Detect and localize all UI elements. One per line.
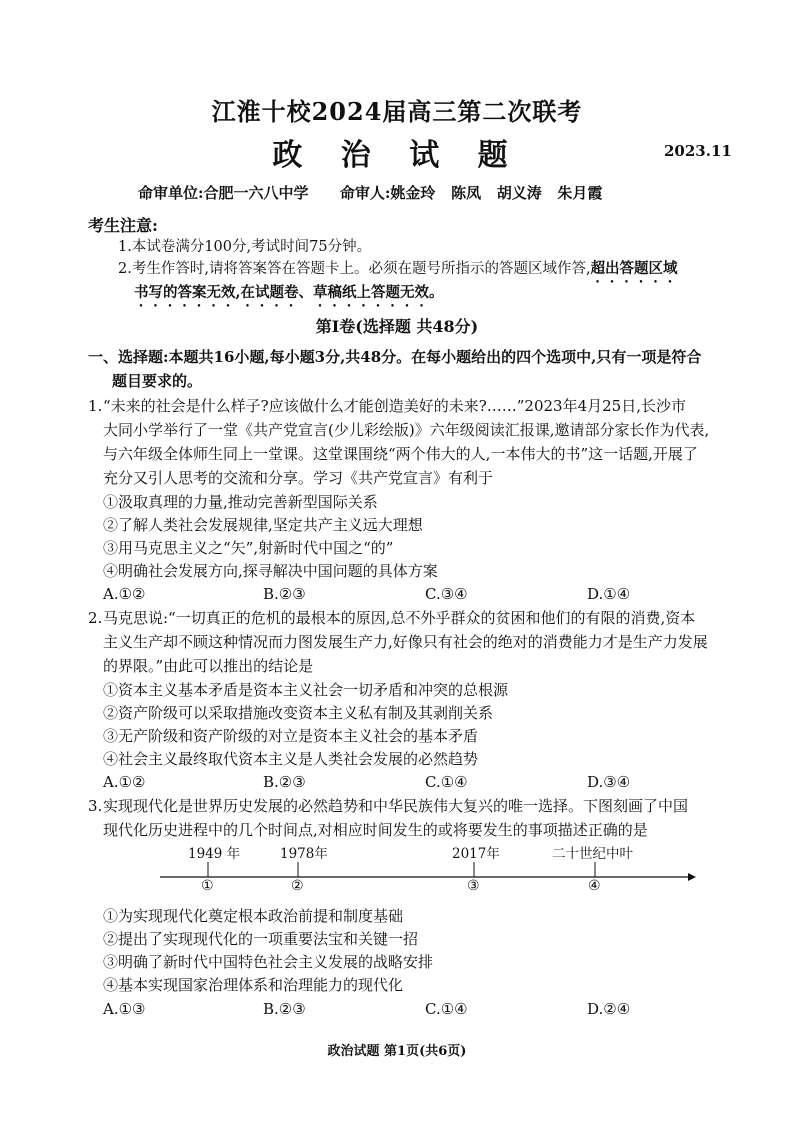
question-2-statement: ④社会主义最终取代资本主义是人类社会发展的必然趋势	[103, 750, 479, 768]
question-3-statement: ④基本实现国家治理体系和治理能力的现代化	[103, 976, 404, 994]
page-footer: 政治试题 第1页(共6页)	[327, 1044, 467, 1059]
answer-a[interactable]: A.①②	[103, 585, 146, 603]
question-1-line: 大同小学举行了一堂《共产党宣言(少儿彩绘版)》六年级阅读汇报课,邀请部分家长作为代表,	[103, 421, 710, 439]
question-2-line: 马克思说:“一切真正的危机的最根本的原因,总不外乎群众的贫困和他们的有限的消费,资本	[103, 609, 696, 627]
subject-title: 政 治 试 题	[272, 138, 522, 173]
authors-line: 命审单位:合肥一六八中学 命审人:姚金玲 陈凤 胡义涛 朱月霞	[138, 184, 603, 202]
question-1-statement: ②了解人类社会发展规律,坚定共产主义远大理想	[103, 516, 423, 534]
answer-b[interactable]: B.②③	[263, 585, 306, 603]
answer-d[interactable]: D.③④	[587, 773, 631, 791]
timeline-mark: ①	[201, 878, 214, 894]
timeline-arrow	[688, 873, 696, 881]
question-3-statement: ③明确了新时代中国特色社会主义发展的战略安排	[103, 953, 434, 971]
timeline-mark: ④	[588, 878, 601, 894]
answer-b[interactable]: B.②③	[263, 773, 306, 791]
answer-c[interactable]: C.①④	[425, 1000, 468, 1018]
notice-item-2-text: 2.考生作答时,请将答案答在答题卡上。必须在题号所指示的答题区域作答,	[118, 261, 591, 277]
answer-d[interactable]: D.②④	[587, 1000, 631, 1018]
question-1-line: 充分又引人思考的交流和分享。学习《共产党宣言》有利于	[103, 469, 494, 487]
question-1-statement: ③用马克思主义之“矢”,射新时代中国之“的”	[103, 539, 394, 557]
question-1-number: 1.	[88, 397, 103, 415]
timeline-label: 二十世纪中叶	[552, 846, 633, 862]
section-instruction-2: 题目要求的。	[112, 372, 203, 390]
exam-date: 2023.11	[664, 142, 732, 160]
answer-b[interactable]: B.②③	[263, 1000, 306, 1018]
exam-title: 江淮十校2024届高三第二次联考	[211, 97, 583, 126]
answer-a[interactable]: A.①③	[103, 1000, 146, 1018]
question-2-statement: ①资本主义基本矛盾是资本主义社会一切矛盾和冲突的总根源	[103, 681, 509, 699]
question-2-number: 2.	[88, 609, 103, 627]
question-3-line: 现代化历史进程中的几个时间点,对相应时间发生的或将要发生的事项描述正确的是	[103, 821, 648, 839]
timeline-label: 1978年	[280, 846, 328, 862]
question-1-line: 与六年级全体师生同上一堂课。这堂课围绕“两个伟大的人,一本伟大的书”这一话题,开展了	[103, 445, 698, 463]
timeline-label: 2017年	[452, 846, 500, 862]
timeline-mark: ③	[467, 878, 480, 894]
history-timeline	[160, 840, 700, 900]
question-2-statement: ②资产阶级可以采取措施改变资本主义私有制及其剥削关系	[103, 704, 494, 722]
question-3-number: 3.	[88, 797, 103, 815]
question-2-line: 的界限。”由此可以推出的结论是	[103, 657, 314, 675]
answer-a[interactable]: A.①②	[103, 773, 146, 791]
answer-c[interactable]: C.③④	[425, 585, 468, 603]
question-3-statement: ①为实现现代化奠定根本政治前提和制度基础	[103, 907, 404, 925]
notice-item-2-emphasis-2: 书写的答案无效,在试题卷、草稿纸上答题无效。	[134, 284, 444, 301]
question-1-statement: ①汲取真理的力量,推动完善新型国际关系	[103, 493, 378, 511]
question-2-line: 主义生产却不顾这种情况而力图发展生产力,好像只有社会的绝对的消费能力才是生产力发展	[103, 633, 708, 651]
question-2-statement: ③无产阶级和资产阶级的对立是资本主义社会的基本矛盾	[103, 727, 479, 745]
question-1-statement: ④明确社会发展方向,探寻解决中国问题的具体方案	[103, 562, 438, 580]
timeline-label: 1949 年	[188, 846, 241, 862]
section-title: 第Ⅰ卷(选择题 共48分)	[315, 317, 479, 336]
answer-c[interactable]: C.①④	[425, 773, 468, 791]
section-instruction-1: 一、选择题:本题共16小题,每小题3分,共48分。在每小题给出的四个选项中,只有一项是符合	[88, 348, 702, 366]
notice-title: 考生注意:	[88, 216, 158, 235]
question-3-line: 实现现代化是世界历史发展的必然趋势和中华民族伟大复兴的唯一选择。下图刻画了中国	[103, 797, 689, 815]
timeline-mark: ②	[291, 878, 304, 894]
question-3-statement: ②提出了实现现代化的一项重要法宝和关键一招	[103, 930, 419, 948]
notice-item-2-emphasis-1: 超出答题区域	[590, 260, 678, 277]
notice-item-1: 1.本试卷满分100分,考试时间75分钟。	[118, 239, 372, 255]
notice-item-2-cont	[134, 282, 774, 310]
question-1-line: “未来的社会是什么样子?应该做什么才能创造美好的未来?……”2023年4月25日,长沙市	[103, 397, 686, 415]
answer-d[interactable]: D.①④	[587, 585, 631, 603]
